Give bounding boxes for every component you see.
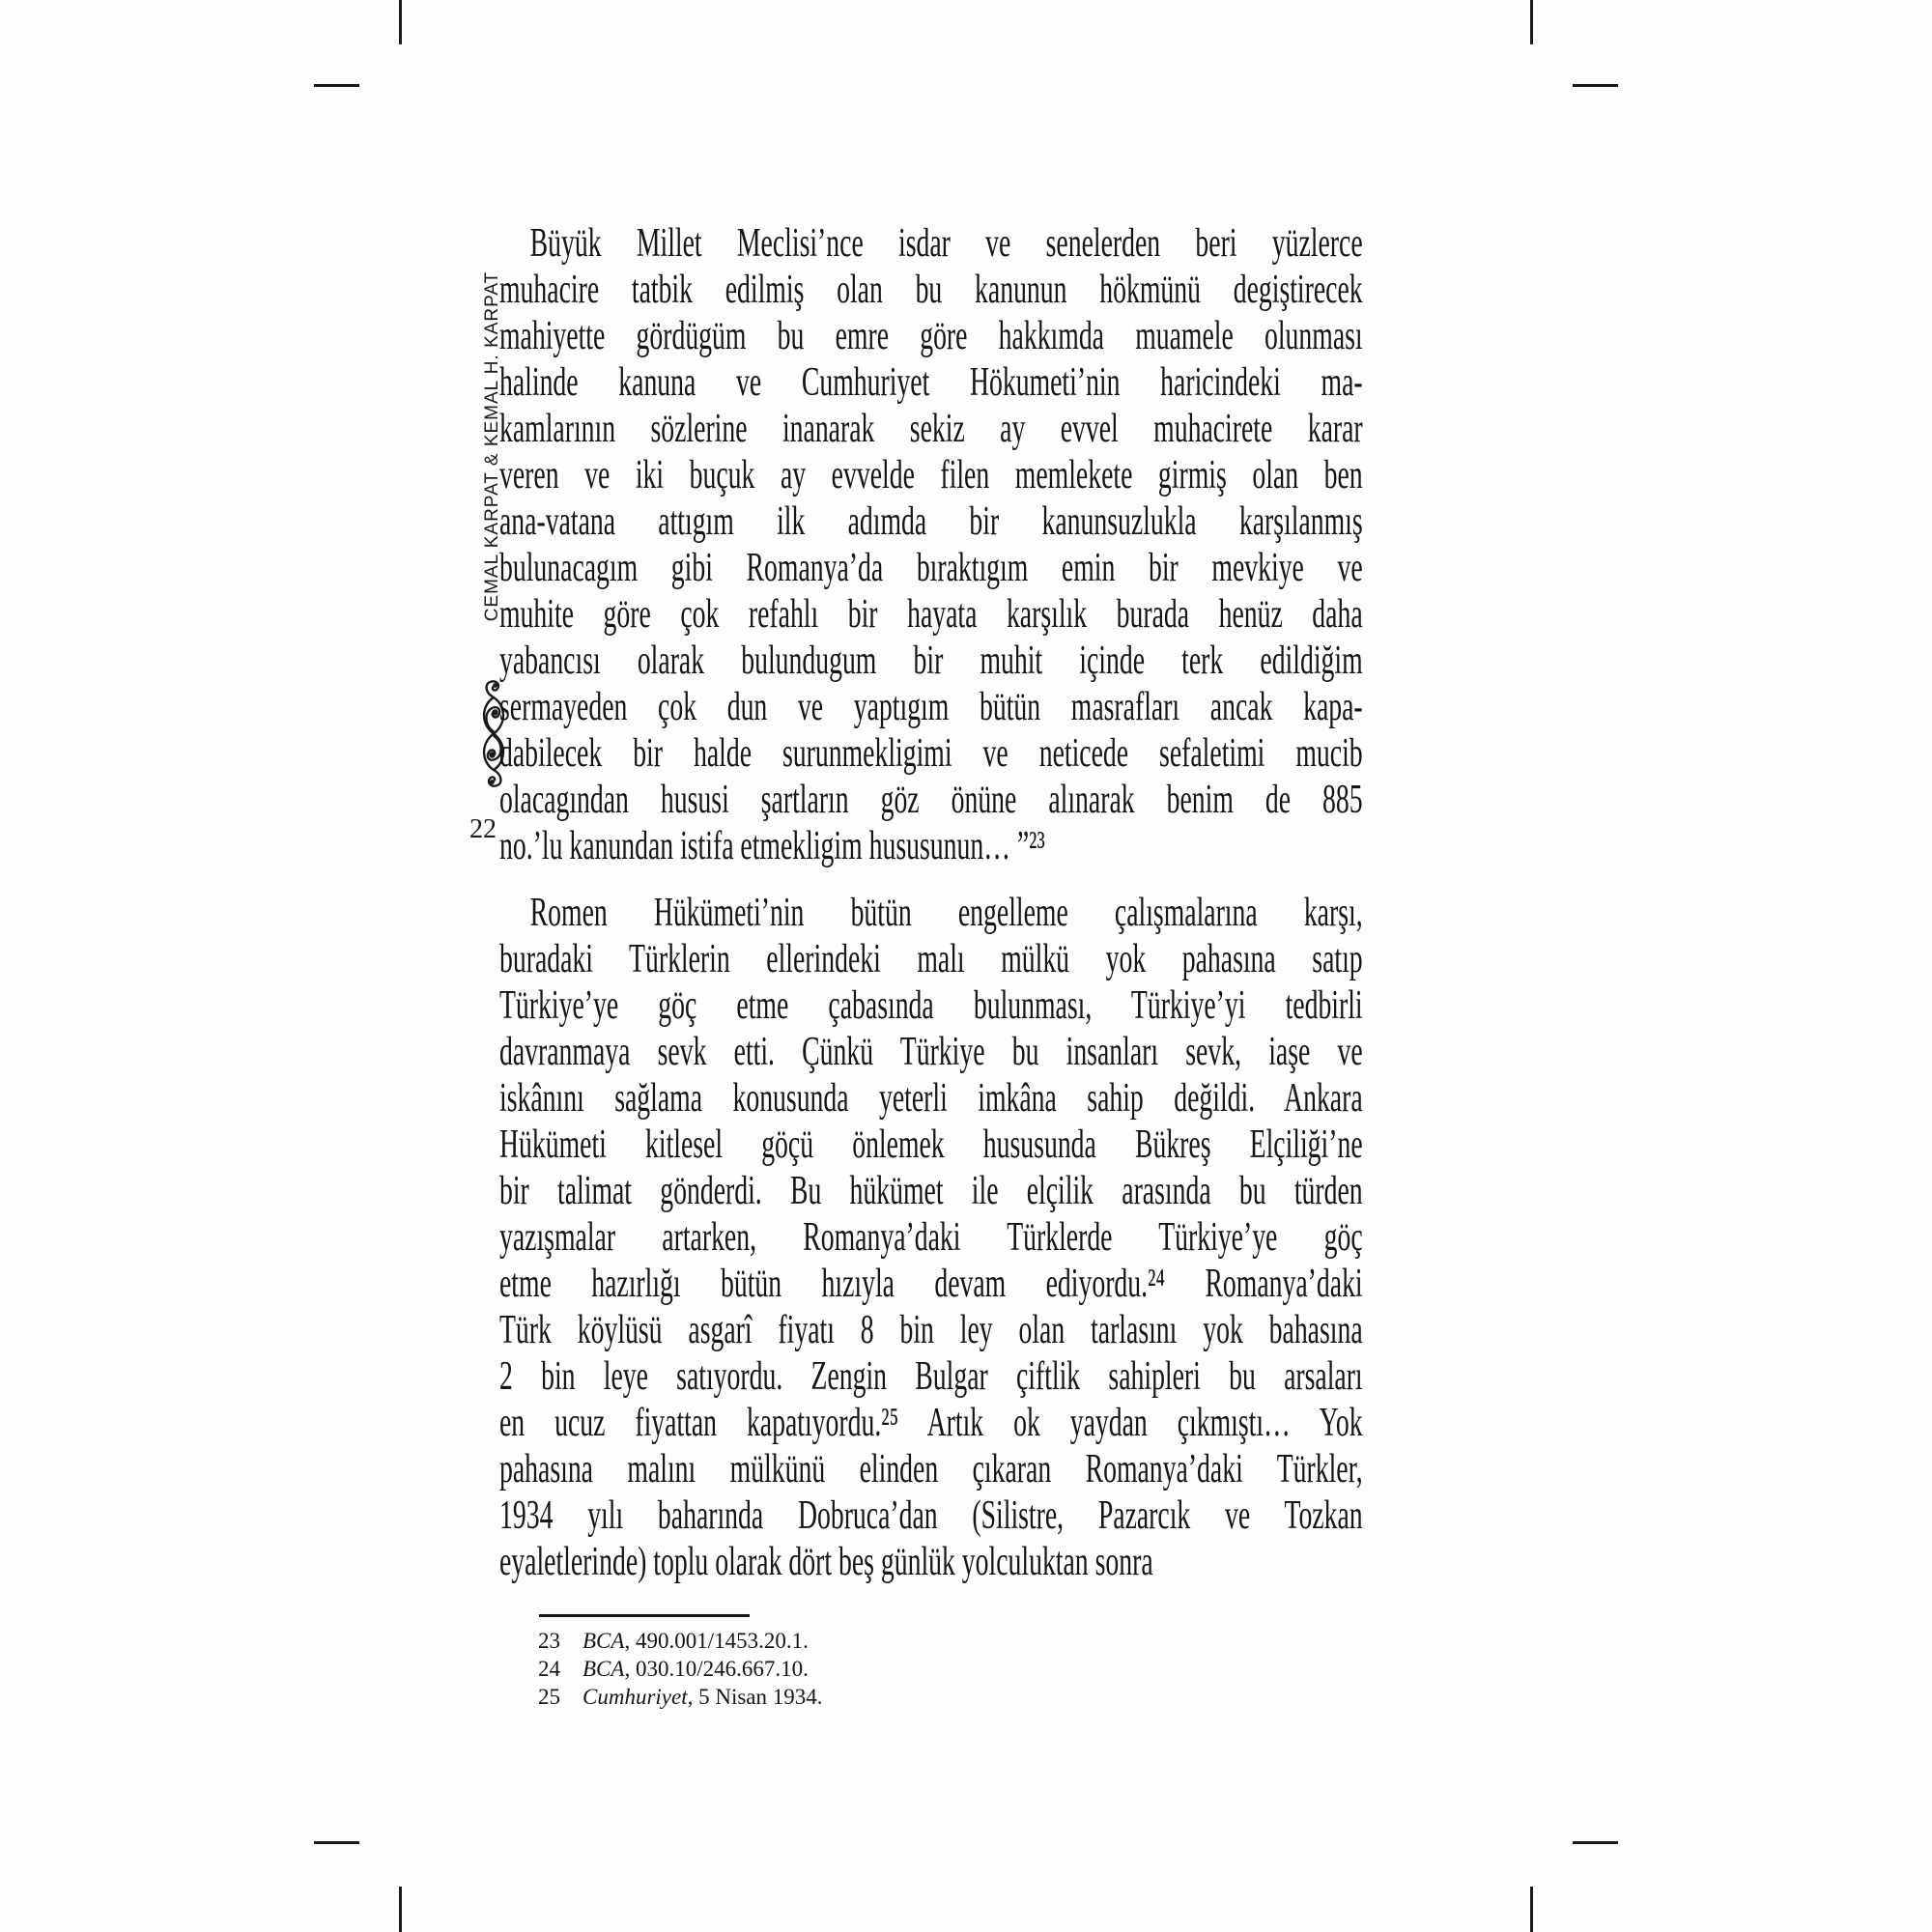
text-line: bulunacagım gibi Romanya’da bıraktıgım emin bir mevkiye ve [499,546,1363,590]
text-line: dabilecek bir halde surunmekligimi ve neticede sefaletimi mucib [499,731,1363,776]
crop-mark-bottom-right-vertical [1530,1887,1533,1932]
paragraph-body [499,890,1363,1585]
text-line: kamlarının sözlerine inanarak sekiz ay evvel muhacirete karar [499,407,1363,451]
footnote-number: 24 [538,1657,560,1681]
text-line: buradaki Türklerin ellerindeki malı mülkü yok pahasına satıp [499,937,1363,981]
footnote [538,1683,823,1711]
text-line: sermayeden çok dun ve yaptıgım bütün masrafları ancak kapa- [499,685,1363,729]
text-line: no.’lu kanundan istifa etmekligim hususunun… ”²³ [499,824,1045,868]
text-line: ana-vatana attıgım ilk adımda bir kanunsuzlukla karşılanmış [499,499,1363,544]
crop-mark-top-left-horizontal [314,84,359,87]
footnote-source: BCA [582,1629,625,1653]
text-line: pahasına malını mülkünü elinden çıkaran Romanya’daki Türkler, [499,1447,1363,1492]
crop-mark-top-left-vertical [399,0,402,44]
crop-mark-top-right-horizontal [1573,84,1618,87]
crop-mark-bottom-right-horizontal [1573,1841,1618,1844]
text-line: yabancısı olarak bulundugum bir muhit içinde terk edildiğim [499,639,1363,683]
text-line: yazışmalar artarken, Romanya’daki Türklerde Türkiye’ye göç [499,1215,1363,1260]
page-number: 22 [469,814,497,844]
footnote [538,1627,823,1655]
footnote-source: Cumhuriyet [582,1685,688,1709]
crop-mark-bottom-left-horizontal [314,1841,359,1844]
text-line: olacagından hususi şartların göz önüne alınarak benim de 885 [499,778,1363,822]
footnotes-block [538,1627,823,1711]
text-line: halinde kanuna ve Cumhuriyet Hökumeti’nin haricindeki ma- [499,360,1363,405]
footnote-separator [539,1614,750,1617]
text-line: Büyük Millet Meclisi’nce isdar ve senelerden beri yüzlerce [529,221,1363,266]
crop-mark-bottom-left-vertical [399,1887,402,1932]
text-line: veren ve iki buçuk ay evvelde filen memlekete girmiş olan ben [499,453,1363,497]
crop-mark-top-right-vertical [1530,0,1533,44]
text-line: eyaletlerinde) toplu olarak dört beş günlük yolculuktan sonra [499,1540,1153,1584]
footnote-text: , 5 Nisan 1934. [687,1685,823,1709]
footnote-text: , 030.10/246.667.10. [624,1657,809,1681]
footnote-number: 25 [538,1685,560,1709]
paragraph-quote [499,220,1363,869]
text-line: muhacire tatbik edilmiş olan bu kanunun hökmünü degiştirecek [499,268,1363,312]
footnote-source: BCA [582,1657,625,1681]
footnote-text: , 490.001/1453.20.1. [624,1629,809,1653]
text-line: Romen Hükümeti’nin bütün engelleme çalışmalarına karşı, [529,891,1363,935]
text-line: iskânını sağlama konusunda yeterli imkâna sahip değildi. Ankara [499,1076,1363,1121]
text-line: davranmaya sevk etti. Çünkü Türkiye bu insanları sevk, iaşe ve [499,1030,1363,1074]
text-line: en ucuz fiyattan kapatıyordu.²⁵ Artık ok yaydan çıkmıştı… Yok [499,1401,1363,1445]
text-line: mahiyette gördügüm bu emre göre hakkımda muamele olunması [499,314,1363,358]
text-line: Türkiye’ye göç etme çabasında bulunması, Türkiye’yi tedbirli [499,983,1363,1028]
text-line: etme hazırlığı bütün hızıyla devam ediyordu.²⁴ Romanya’daki [499,1262,1363,1306]
text-line: Türk köylüsü asgarî fiyatı 8 bin ley olan tarlasını yok bahasına [499,1308,1363,1352]
text-line: Hükümeti kitlesel göçü önlemek hususunda Bükreş Elçiliği’ne [499,1122,1363,1167]
footnote-number: 23 [538,1629,560,1653]
footnote [538,1655,823,1683]
running-head-authors: CEMAL KARPAT & KEMAL H. KARPAT [482,270,502,622]
text-line: 2 bin leye satıyordu. Zengin Bulgar çiftlik sahipleri bu arsaları [499,1354,1363,1399]
text-line: muhite göre çok refahlı bir hayata karşılık burada henüz daha [499,592,1363,637]
text-line: 1934 yılı baharında Dobruca’dan (Silistre, Pazarcık ve Tozkan [499,1493,1363,1538]
text-line: bir talimat gönderdi. Bu hükümet ile elçilik arasında bu türden [499,1169,1363,1213]
